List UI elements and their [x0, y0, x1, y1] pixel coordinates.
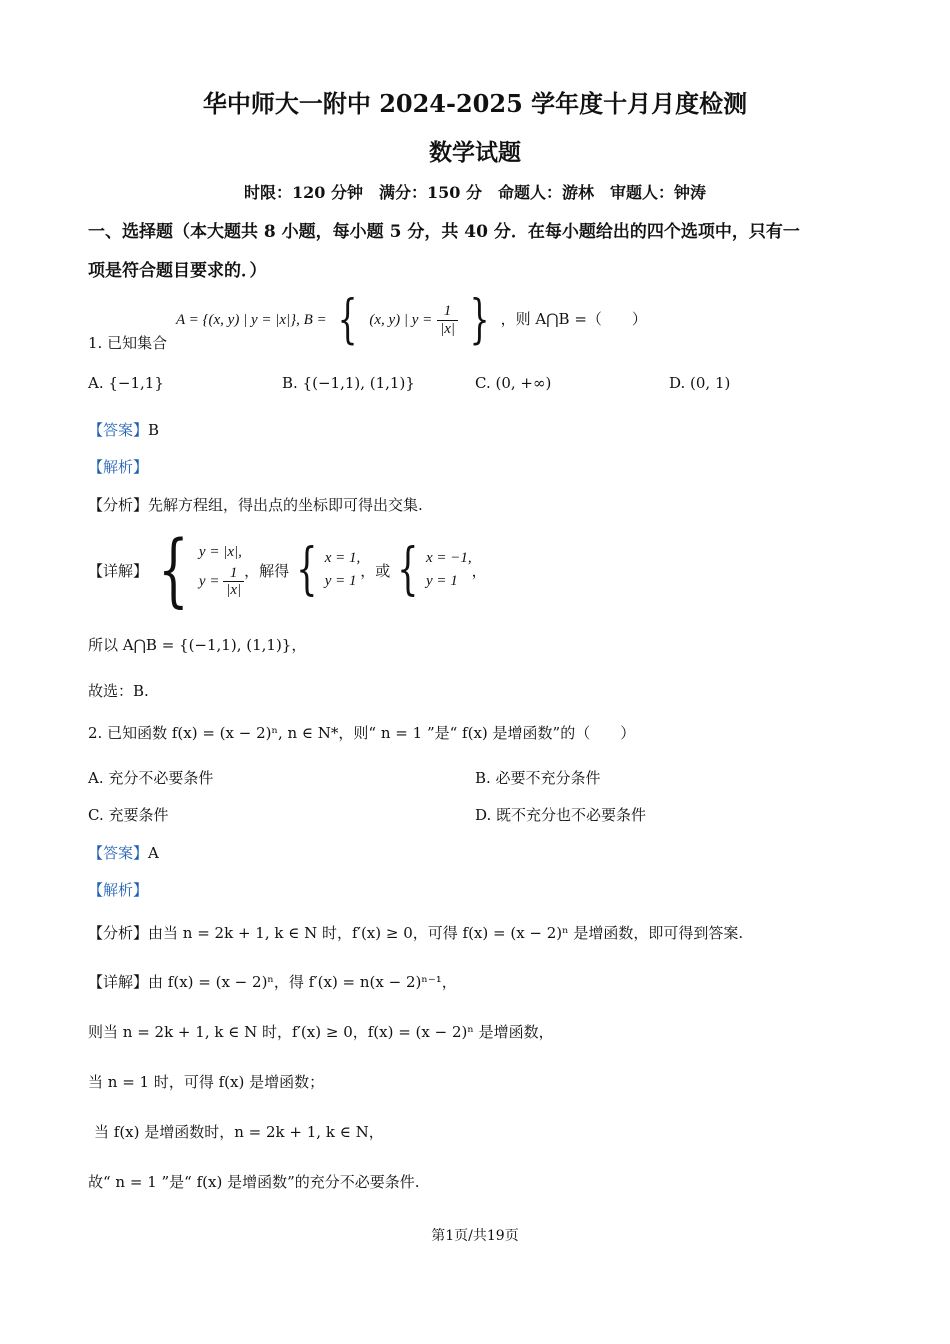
q2-fenxi-label: 【分析】 [88, 924, 149, 942]
q1-stem-suffix: ，则 A⋂B =（ ） [500, 310, 647, 328]
q1-set-b-num: 1 [437, 303, 458, 321]
q1-sys-eq2-left: y = [198, 573, 220, 590]
exam-meta: 时限：120 分钟 满分：150 分 命题人：游林 审题人：钟涛 [244, 183, 706, 202]
q1-set-b-fraction [437, 303, 458, 337]
q2-option-a: A. 充分不必要条件 [88, 769, 214, 787]
q2-answer-row [88, 842, 159, 863]
q2-option-c: C. 充要条件 [88, 806, 169, 824]
q1-system [199, 541, 244, 598]
q1-analysis-label: 【解析】 [88, 458, 149, 476]
q2-fenxi: 由当 n = 2k + 1, k ∈ N 时，f′(x) ≥ 0，可得 f(x) = (x − 2)ⁿ 是增函数，即可得到答案. [148, 924, 744, 942]
q1-sys-eq2-num: 1 [223, 565, 244, 583]
left-brace-icon: { [338, 290, 358, 350]
q1-fenxi-label: 【分析】 [88, 496, 149, 514]
q1-detail-row [88, 523, 487, 616]
q2-answer-label: 【答案】 [88, 844, 149, 862]
q1-or-word: ，或 [360, 561, 391, 580]
q1-answer-row [88, 419, 159, 440]
q1-fenxi-row [88, 494, 423, 515]
q1-number-prefix [88, 332, 167, 353]
q1-number: 1. [88, 334, 103, 352]
left-brace-icon: { [397, 537, 419, 602]
q1-solution1 [325, 547, 361, 594]
q1-sys-eq2-den: |x| [226, 582, 242, 599]
q1-sol2-b: y = 1 [425, 573, 458, 589]
q1-answer: B [148, 421, 160, 439]
q1-solve-word: ，解得 [244, 561, 290, 580]
q1-option-c: C. (0, +∞) [475, 374, 552, 392]
q1-option-b: B. {(−1,1), (1,1)} [282, 374, 415, 392]
q1-sol1-a: x = 1, [324, 549, 361, 566]
q2-detail-label: 【详解】 [88, 973, 149, 991]
q1-option-a: A. {−1,1} [88, 374, 164, 392]
q1-sys-eq1: y = |x|, [198, 544, 242, 561]
exam-title: 华中师大一附中 2024-2025 学年度十月月度检测 [202, 89, 748, 118]
left-brace-icon: { [296, 537, 318, 602]
q1-set-b-left: (x, y) | y = [369, 312, 433, 328]
section-heading-line2: 项是符合题目要求的．） [88, 261, 267, 281]
q1-fenxi: 先解方程组，得出点的坐标即可得出交集. [148, 496, 423, 514]
exam-subtitle: 数学试题 [429, 139, 521, 166]
q1-sol1-b: y = 1 [324, 573, 357, 589]
q1-stem-prefix: 已知集合 [107, 334, 168, 352]
page-number: 第1页/共19页 [431, 1228, 519, 1244]
q1-detail-label: 【详解】 [88, 561, 149, 580]
section-heading-line1: 一、选择题（本大题共 8 小题，每小题 5 分，共 40 分．在每小题给出的四个选项中，只有一 [88, 222, 800, 242]
q2-line4: 当 n = 1 时，可得 f(x) 是增函数； [88, 1073, 325, 1091]
q1-sys-eq2 [199, 565, 244, 599]
q2-fenxi-row [88, 922, 743, 943]
q2-line6: 故“ n = 1 ”是“ f(x) 是增函数”的充分不必要条件. [88, 1173, 420, 1191]
q1-set-b-den: |x| [440, 320, 455, 337]
q2-option-b: B. 必要不充分条件 [475, 769, 601, 787]
right-brace-icon: } [469, 290, 490, 350]
left-brace-icon: { [158, 523, 189, 616]
q2-detail-row [88, 971, 457, 992]
q1-answer-label: 【答案】 [88, 421, 149, 439]
q1-so-line: 所以 A⋂B = {(−1,1), (1,1)}， [88, 636, 307, 654]
q2-option-d: D. 既不充分也不必要条件 [475, 806, 647, 824]
q2-analysis-label: 【解析】 [88, 881, 149, 899]
q1-option-d: D. (0, 1) [669, 374, 731, 392]
q1-sol2-a: x = −1, [425, 549, 472, 566]
q2-line5: 当 f(x) 是增函数时，n = 2k + 1, k ∈ N， [94, 1123, 384, 1141]
q2-stem: 2. 已知函数 f(x) = (x − 2)ⁿ, n ∈ N*，则“ n = 1 ”是“ f(x) 是增函数”的（ ） [88, 724, 636, 742]
q2-answer: A [148, 844, 159, 862]
q1-set-expression [176, 290, 647, 350]
q1-set-a: A = {(x, y) | y = |x|}, B = [176, 312, 327, 328]
q1-choose-line: 故选：B. [88, 682, 149, 700]
q2-line3: 则当 n = 2k + 1, k ∈ N 时，f′(x) ≥ 0，f(x) = (x − 2)ⁿ 是增函数， [88, 1023, 554, 1041]
q1-sol-end: ， [471, 561, 487, 580]
q1-sys-eq2-fraction [223, 565, 244, 599]
q2-detail: 由 f(x) = (x − 2)ⁿ，得 f′(x) = n(x − 2)ⁿ⁻¹， [148, 973, 457, 991]
q1-solution2 [426, 547, 472, 594]
